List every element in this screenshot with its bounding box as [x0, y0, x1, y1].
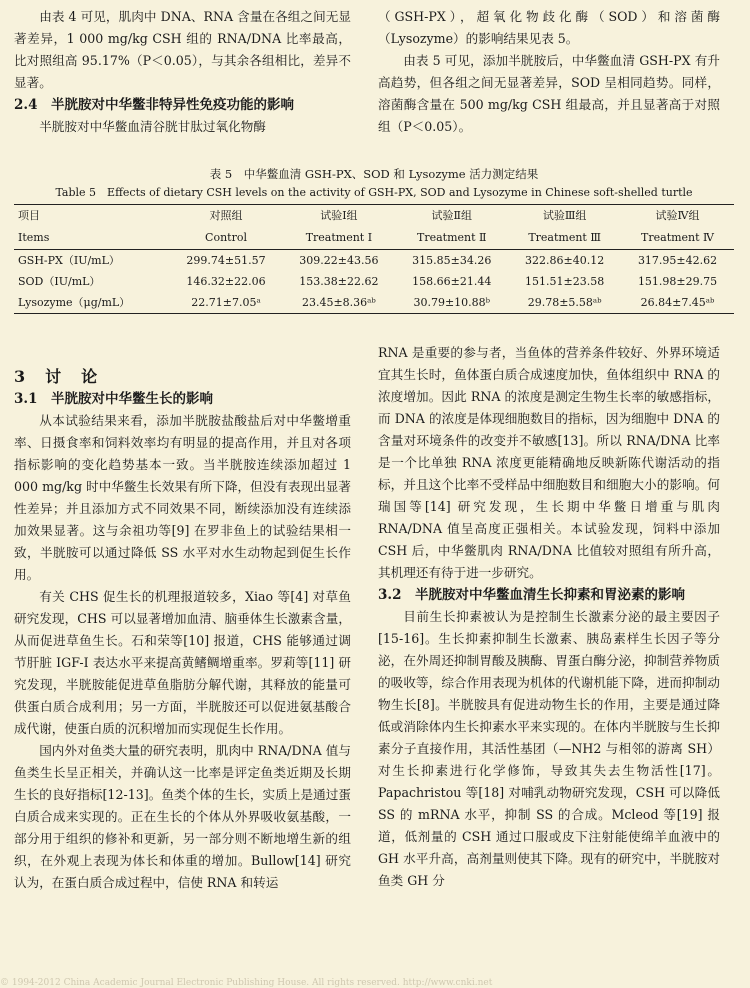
cell: 315.85±34.26: [412, 254, 492, 267]
col-header: Treatment Ⅲ: [508, 227, 621, 250]
cell: 23.45±8.36ᵃᵇ: [282, 292, 395, 314]
paragraph: 目前生长抑素被认为是控制生长激素分泌的最主要因子[15-16]。生长抑素抑制生长激素、胰岛素样生长因子等分泌，在外周还抑制胃酸及胰酶、胃蛋白酶分泌，抑制营养物质的吸收等，综合作用表现为机体的代谢机能下降，进而抑制动物生长[8]。半胱胺具有促进动物生长的作用，主要是通过降低或消除体内生长抑素水平来实现的。在体内半胱胺与生长抑素分子直接作用，其活性基团（—NH2 与相邻的游离 SH）对生长抑素进行化学修饰，导致其失去生物活性[17]。Papachristou 等[18] 对哺乳动物研究发现，CSH 可以降低 SS 的 mRNA 水平，抑制 SS 的合成。Mcleod 等[19] 报道，低剂量的 CSH 通过口服或皮下注射能使绵羊血液中的 GH 水平升高，高剂量则使其下降。现有的研究中，半胱胺对鱼类 GH 分: [378, 609, 720, 888]
cell: 22.71±7.05ᵃ: [170, 292, 283, 314]
paragraph: 国内外对鱼类大量的研究表明，肌肉中 RNA/DNA 值与鱼类生长呈正相关，并确认这一比率是评定鱼类近期及长期生长的良好指标[12-13]。鱼类个体的生长，实质上是通过蛋白质合成来实现的。正在生长的个体从外界吸收氨基酸，一部分用于组织的修补和更新，另一部分则不断地增生新的组织，在外观上表现为体长和体重的增加。Bullow[14] 研究认为，在蛋白质合成过程中，信使 RNA 和转运: [14, 743, 351, 890]
cell: 151.98±29.75: [637, 275, 718, 288]
cell: 309.22±43.56: [299, 254, 379, 267]
cell: 151.51±23.58: [525, 275, 605, 288]
cell: 317.95±42.62: [637, 254, 718, 267]
bottom-right-column: [378, 342, 720, 892]
table-row: [14, 250, 734, 272]
cell: 322.86±40.12: [525, 254, 605, 267]
bottom-left-column: [14, 366, 351, 894]
table-row: [14, 271, 734, 292]
header-row-cn: [14, 205, 734, 228]
paragraph: RNA 是重要的参与者，当鱼体的营养条件较好、外界环境适宜其生长时，鱼体蛋白质合成速度加快，鱼体组织中 RNA 的浓度增加。因此 RNA 的浓度是测定生物生长率的敏感指标，而 DNA 的浓度是体现细胞数目的指标，因为细胞中 DNA 的含量对环境条件的改变并不敏感[13]。所以 RNA/DNA 比率是一个比单独 RNA 浓度更能精确地反映新陈代谢活动的指标，并且这个比率不受样品中细胞数目和细胞大小的影响。何瑞国等[14] 研究发现，生长期中华鳖日增重与肌肉 RNA/DNA 值呈高度正强相关。本试验发现，饲料中添加 CSH 后，中华鳖肌肉 RNA/DNA 比值较对照组有所升高，其机理还有待于进一步研究。: [378, 345, 720, 580]
section-heading-3: 3 讨 论: [14, 367, 100, 386]
top-left-column: [14, 6, 351, 138]
header-row-en: [14, 227, 734, 250]
row-item: Lysozyme（μg/mL）: [14, 292, 170, 314]
col-header: 试验Ⅲ组: [508, 205, 621, 228]
table-caption-en: Table 5 Effects of dietary CSH levels on the activity of GSH-PX, SOD and Lysozyme in Chinese soft-shelled turtle: [55, 186, 693, 199]
cell: 29.78±5.58ᵃᵇ: [508, 292, 621, 314]
paragraph: （GSH-PX），超氧化物歧化酶（SOD）和溶菌酶（Lysozyme）的影响结果见表 5。: [378, 9, 720, 46]
table-row: [14, 292, 734, 314]
top-right-column: [378, 6, 720, 138]
col-header: Treatment Ⅳ: [621, 227, 734, 250]
table-5: [14, 166, 734, 314]
data-table: [14, 204, 734, 314]
cell: 146.32±22.06: [186, 275, 266, 288]
col-header: Control: [170, 227, 283, 250]
paragraph: 由表 5 可见，添加半胱胺后，中华鳖血清 GSH-PX 有升高趋势，但各组之间无显著差异，SOD 呈相同趋势。同样，溶菌酶含量在 500 mg/kg CSH 组最高，并且显著高于对照组（P＜0.05）。: [378, 53, 720, 134]
cell: 158.66±21.44: [412, 275, 492, 288]
col-header: 试验Ⅳ组: [621, 205, 734, 228]
section-heading-2-4: 2.4 半胱胺对中华鳖非特异性免疫功能的影响: [14, 97, 294, 113]
row-item: GSH-PX（IU/mL）: [18, 254, 120, 267]
col-header: 项目: [14, 205, 170, 228]
paragraph: 从本试验结果来看，添加半胱胺盐酸盐后对中华鳖增重率、日摄食率和饲料效率均有明显的提高作用，并且对各项指标影响的变化趋势基本一致。当半胱胺连续添加超过 1 000 mg/kg 时中华鳖生长效果有所下降，但没有表现出显著性差异；并且添加方式不同效果不同，断续添加没有连续添加效果显著。这与余祖功等[9] 在罗非鱼上的试验结果相一致，半胱胺可以通过降低 SS 水平对水生动物起到促生长作用。: [14, 413, 351, 582]
col-header: 对照组: [170, 205, 283, 228]
table-caption-cn: 表 5 中华鳖血清 GSH-PX、SOD 和 Lysozyme 活力测定结果: [209, 167, 539, 181]
paragraph: 由表 4 可见，肌肉中 DNA、RNA 含量在各组之间无显著差异，1 000 mg/kg CSH 组的 RNA/DNA 比率最高，比对照组高 95.17%（P＜0.05），与其余各组相比，差异不显著。: [14, 9, 351, 90]
paragraph: 半胱胺对中华鳖血清谷胱甘肽过氧化物酶: [39, 119, 266, 134]
row-item: SOD（IU/mL）: [18, 275, 101, 288]
cell: 153.38±22.62: [299, 275, 379, 288]
col-header: 试验Ⅰ组: [282, 205, 395, 228]
col-header: Treatment Ⅰ: [282, 227, 395, 250]
cell: 30.79±10.88ᵇ: [395, 292, 508, 314]
cell: 299.74±51.57: [186, 254, 266, 267]
section-heading-3-1: 3.1 半胱胺对中华鳖生长的影响: [14, 391, 213, 407]
watermark: © 1994-2012 China Academic Journal Electronic Publishing House. All rights reserved. http://www.cnki.net: [0, 978, 493, 988]
col-header: Treatment Ⅱ: [395, 227, 508, 250]
paragraph: 有关 CHS 促生长的机理报道较多，Xiao 等[4] 对草鱼研究发现，CHS 可以显著增加血清、脑垂体生长激素含量，从而促进草鱼生长。石和荣等[10] 报道，CHS 能够通过调节肝脏 IGF-I 表达水平来提高黄鳍鲷增重率。罗莉等[11] 研究发现，半胱胺能促进草鱼脂肪分解代谢，其释放的能量可供蛋白质合成利用；另一方面，半胱胺还可以促进氨基酸合成代谢，使蛋白质的沉积增加而实现促生长作用。: [14, 589, 351, 736]
col-header: 试验Ⅱ组: [395, 205, 508, 228]
cell: 26.84±7.45ᵃᵇ: [621, 292, 734, 314]
section-heading-3-2: 3.2 半胱胺对中华鳖血清生长抑素和胃泌素的影响: [378, 587, 685, 603]
col-header: Items: [14, 227, 170, 250]
